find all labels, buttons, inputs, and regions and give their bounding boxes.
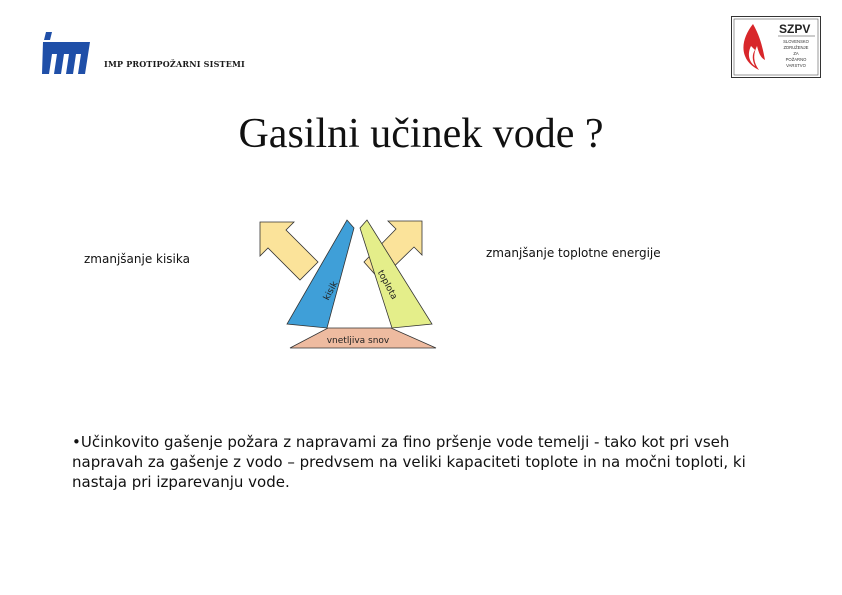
company-tagline: IMP PROTIPOŽARNI SISTEMI — [104, 59, 245, 69]
side-label-oxygen: kisik — [322, 279, 341, 303]
szpv-logo-line-2: ZDRUŽENJE — [783, 45, 809, 50]
side-label-heat: toplota — [374, 268, 399, 302]
szpv-logo-text: SZPV — [779, 22, 811, 36]
label-reduce-heat: zmanjšanje toplotne energije — [486, 246, 661, 260]
body-paragraph: •Učinkovito gašenje požara z napravami za fino pršenje vode temelji - tako kot pri vseh napravah za gašenje z vodo – predvsem na veliki kapaciteti toplote in na močni toploti, ki nastaja pri izparevanju vode. — [72, 433, 746, 491]
szpv-logo-line-4: POŽARNO — [785, 57, 807, 62]
page-title: Gasilni učinek vode ? — [238, 111, 604, 157]
szpv-logo-line-3: ZA — [793, 51, 799, 56]
szpv-logo-line-1: SLOVENSKO — [783, 39, 809, 44]
szpv-logo — [731, 16, 821, 78]
imp-logo — [40, 28, 92, 76]
reduce-oxygen-arrow — [260, 222, 318, 280]
label-reduce-oxygen: zmanjšanje kisika — [84, 252, 190, 266]
fire-triangle-diagram — [230, 200, 460, 360]
side-label-fuel: vnetljiva snov — [326, 336, 390, 346]
szpv-logo-line-5: VARSTVO — [786, 63, 806, 68]
